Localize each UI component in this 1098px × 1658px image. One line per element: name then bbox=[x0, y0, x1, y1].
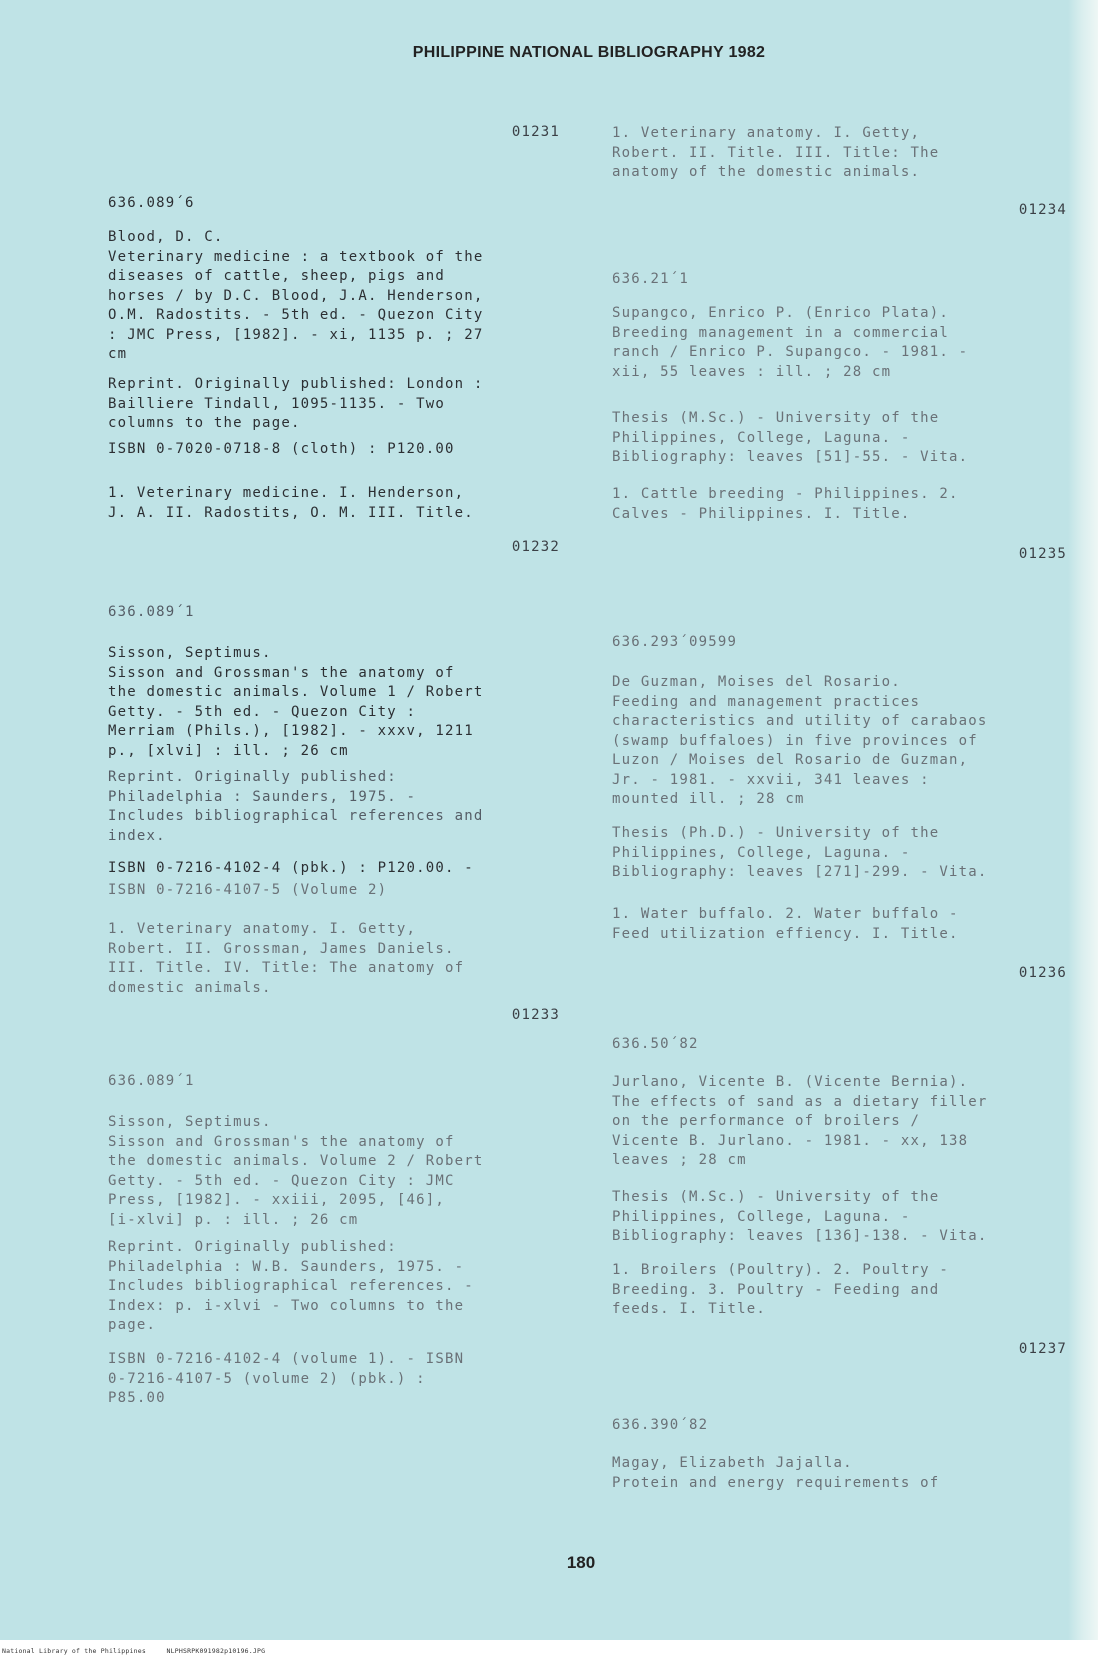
entry-isbn: ISBN 0-7216-4102-4 (pbk.) : P120.00. - bbox=[108, 860, 474, 876]
entry-note: Thesis (Ph.D.) - University of the Philippines, College, Laguna. - Bibliography: leaves [271]-299. - Vita. bbox=[612, 825, 988, 880]
classification-number: 636.390´82 bbox=[612, 1417, 709, 1433]
entry-note: Reprint. Originally published: Philadelphia : Saunders, 1975. - Includes bibliographical references and index. bbox=[108, 769, 484, 844]
entry-note: Reprint. Originally published: Philadelphia : W.B. Saunders, 1975. - Includes bibliographical references. - Index: p. i-xlvi - Two columns to the page. bbox=[108, 1239, 474, 1333]
entry-body: Blood, D. C. Veterinary medicine : a textbook of the diseases of cattle, sheep, pigs and horses / by D.C. Blood, J.A. Henderson, O.M. Radostits. - 5th ed. - Quezon City : JMC Press, [1982]. - xi, 1135 p. ; 27 cm bbox=[108, 229, 484, 362]
entry-isbn: ISBN 0-7216-4102-4 (volume 1). - ISBN 0-7216-4107-5 (volume 2) (pbk.) : P85.00 bbox=[108, 1351, 465, 1406]
scan-footer bbox=[0, 1640, 1098, 1658]
record-number: 01237 bbox=[1018, 1341, 1067, 1357]
classification-number: 636.089´6 bbox=[108, 195, 195, 211]
classification-number: 636.50´82 bbox=[612, 1036, 699, 1052]
entry-body: Jurlano, Vicente B. (Vicente Bernia). The effects of sand as a dietary filler on the performance of broilers / Vicente B. Jurlano. - 1981. - xx, 138 leaves ; 28 cm bbox=[612, 1074, 988, 1168]
entry-isbn: ISBN 0-7020-0718-8 (cloth) : P120.00 bbox=[108, 441, 455, 457]
classification-number: 636.21´1 bbox=[612, 271, 690, 287]
entry-tracings: 1. Water buffalo. 2. Water buffalo - Feed utilization effiency. I. Title. bbox=[612, 906, 959, 942]
entry-body: Sisson, Septimus. Sisson and Grossman's the anatomy of the domestic animals. Volume 1 / Robert Getty. - 5th ed. - Quezon City : Merriam (Phils.), [1982]. - xxxv, 1211 p., [xlvi] : ill. ; 26 cm bbox=[108, 645, 484, 759]
classification-number: 636.089´1 bbox=[108, 604, 195, 620]
entry-isbn: ISBN 0-7216-4107-5 (Volume 2) bbox=[108, 882, 388, 898]
page-edge bbox=[1068, 0, 1098, 1640]
page-number: 180 bbox=[566, 1553, 596, 1572]
record-number: 01234 bbox=[1018, 202, 1067, 218]
record-number: 01231 bbox=[511, 124, 560, 140]
record-number: 01235 bbox=[1018, 546, 1067, 562]
entry-note: Thesis (M.Sc.) - University of the Philippines, College, Laguna. - Bibliography: leaves [136]-138. - Vita. bbox=[612, 1189, 988, 1244]
entry-tracings: 1. Broilers (Poultry). 2. Poultry - Breeding. 3. Poultry - Feeding and feeds. I. Title. bbox=[612, 1262, 950, 1317]
entry-body: Sisson, Septimus. Sisson and Grossman's the anatomy of the domestic animals. Volume 2 / Robert Getty. - 5th ed. - Quezon City : JMC Press, [1982]. - xxiii, 2095, [46], [i-xlvi] p. : ill. ; 26 cm bbox=[108, 1114, 484, 1228]
entry-body: De Guzman, Moises del Rosario. Feeding and management practices characteristics and utility of carabaos (swamp buffaloes) in five provinces of Luzon / Moises del Rosario de Guzman, Jr. - 1981. - xxvii, 341 leaves : mounted ill. ; 28 cm bbox=[612, 674, 988, 807]
record-number: 01232 bbox=[511, 539, 560, 555]
entry-body: Magay, Elizabeth Jajalla. Protein and energy requirements of bbox=[612, 1455, 940, 1491]
entry-tracings: 1. Veterinary medicine. I. Henderson, J. A. II. Radostits, O. M. III. Title. bbox=[108, 485, 474, 521]
scan-label: National Library of the Philippines NLPHSRPK091982p10196.JPG bbox=[2, 1647, 266, 1655]
record-number: 01233 bbox=[511, 1007, 560, 1023]
entry-note: Thesis (M.Sc.) - University of the Philippines, College, Laguna. - Bibliography: leaves [51]-55. - Vita. bbox=[612, 410, 969, 465]
running-head: PHILIPPINE NATIONAL BIBLIOGRAPHY 1982 bbox=[412, 44, 766, 61]
entry-note: Reprint. Originally published: London : Bailliere Tindall, 1095-1135. - Two columns to the page. bbox=[108, 376, 484, 431]
entry-tracings: 1. Cattle breeding - Philippines. 2. Calves - Philippines. I. Title. bbox=[612, 486, 959, 522]
entry-tracings: 1. Veterinary anatomy. I. Getty, Robert. II. Grossman, James Daniels. III. Title. IV. Title: The anatomy of domestic animals. bbox=[108, 921, 465, 996]
entry-body: Supangco, Enrico P. (Enrico Plata). Breeding management in a commercial ranch / Enrico P. Supangco. - 1981. - xii, 55 leaves : ill. ; 28 cm bbox=[612, 305, 969, 380]
record-number: 01236 bbox=[1018, 965, 1067, 981]
classification-number: 636.293´09599 bbox=[612, 634, 738, 650]
classification-number: 636.089´1 bbox=[108, 1073, 195, 1089]
entry-tracings: 1. Veterinary anatomy. I. Getty, Robert. II. Title. III. Title: The anatomy of the domestic animals. bbox=[612, 125, 940, 180]
